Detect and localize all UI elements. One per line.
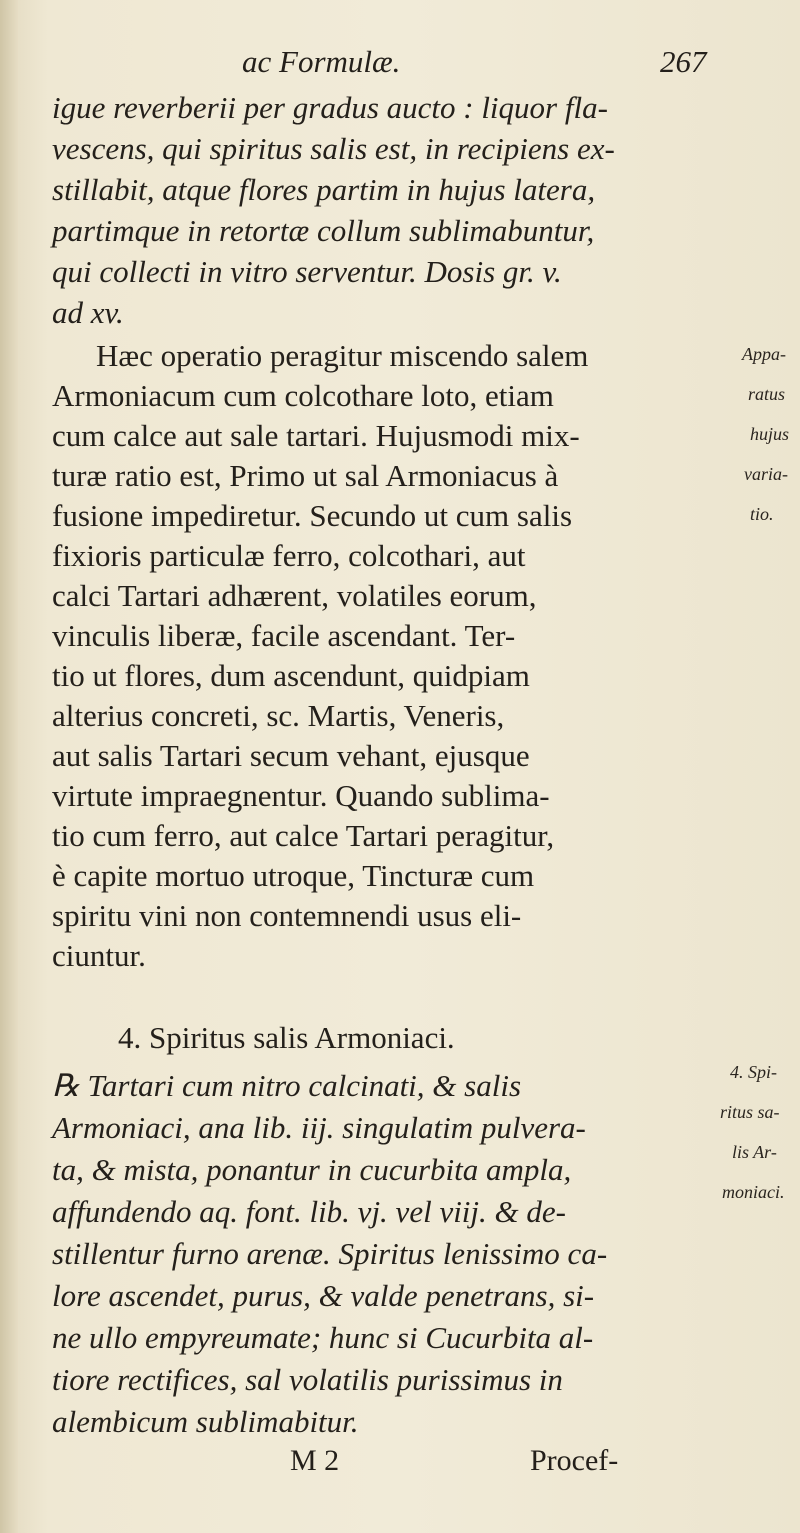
text-line: stillabit, atque flores partim in hujus latera, <box>52 172 596 207</box>
text-line: spiritu vini non contemnendi usus eli- <box>52 898 522 933</box>
text-line: igue reverberii per gradus aucto : liquor fla- <box>52 90 608 125</box>
text-line: calci Tartari adhærent, volatiles eorum, <box>52 578 537 613</box>
text-line: Hæc operatio peragitur miscendo salem <box>96 338 589 373</box>
text-line: fixioris particulæ ferro, colcothari, aut <box>52 538 526 573</box>
text-line: ne ullo empyreumate; hunc si Cucurbita al- <box>52 1320 594 1355</box>
margin-note-line: hujus <box>750 424 790 444</box>
page-number: 267 <box>660 44 707 79</box>
text-line: virtute impraegnentur. Quando sublima- <box>52 778 550 813</box>
margin-note-line: lis Ar- <box>732 1142 777 1162</box>
section-heading: 4. Spiritus salis Armoniaci. <box>118 1020 455 1055</box>
page-header <box>0 44 800 84</box>
text-line: fusione impediretur. Secundo ut cum salis <box>52 498 573 533</box>
running-title: ac Formulæ. <box>242 44 401 79</box>
text-line: tiore rectifices, sal volatilis purissimus in <box>52 1362 563 1397</box>
text-line: partimque in retortæ collum sublimabuntur, <box>52 213 595 248</box>
page-gutter <box>0 0 18 1533</box>
text-line: vescens, qui spiritus salis est, in recipiens ex- <box>52 131 615 166</box>
text-line: cum calce aut sale tartari. Hujusmodi mix- <box>52 418 580 453</box>
text-line: alterius concreti, sc. Martis, Veneris, <box>52 698 505 733</box>
text-line: turæ ratio est, Primo ut sal Armoniacus à <box>52 458 559 493</box>
text-line: qui collecti in vitro serventur. Dosis gr. v. <box>52 254 562 289</box>
text-line: ad xv. <box>52 295 124 330</box>
text-line: ta, & mista, ponantur in cucurbita ampla, <box>52 1152 572 1187</box>
margin-note-line: tio. <box>750 504 774 524</box>
text-line: aut salis Tartari secum vehant, ejusque <box>52 738 530 773</box>
text-line: tio ut flores, dum ascendunt, quidpiam <box>52 658 530 693</box>
text-line: lore ascendet, purus, & valde penetrans, si- <box>52 1278 595 1313</box>
signature-mark: M 2 <box>290 1444 340 1477</box>
text-line: Armoniacum cum colcothare loto, etiam <box>52 378 554 413</box>
catchword: Procef- <box>530 1444 619 1477</box>
margin-note-line: moniaci. <box>722 1182 785 1202</box>
text-line: ciuntur. <box>52 938 146 973</box>
text-line: tio cum ferro, aut calce Tartari peragitur, <box>52 818 555 853</box>
margin-note-line: ritus sa- <box>720 1102 780 1122</box>
margin-note-line: Appa- <box>742 344 786 364</box>
text-line: ℞ Tartari cum nitro calcinati, & salis <box>52 1068 522 1103</box>
margin-note-line: 4. Spi- <box>730 1062 777 1082</box>
text-line: stillentur furno arenæ. Spiritus lenissimo ca- <box>52 1236 608 1271</box>
text-line: affundendo aq. font. lib. vj. vel viij. & de- <box>52 1194 566 1229</box>
margin-note-line: varia- <box>744 464 788 484</box>
margin-note-line: ratus <box>748 384 786 404</box>
text-line: vinculis liberæ, facile ascendant. Ter- <box>52 618 516 653</box>
text-line: è capite mortuo utroque, Tincturæ cum <box>52 858 535 893</box>
text-line: Armoniaci, ana lib. iij. singulatim pulvera- <box>52 1110 586 1145</box>
text-line: alembicum sublimabitur. <box>52 1404 359 1439</box>
